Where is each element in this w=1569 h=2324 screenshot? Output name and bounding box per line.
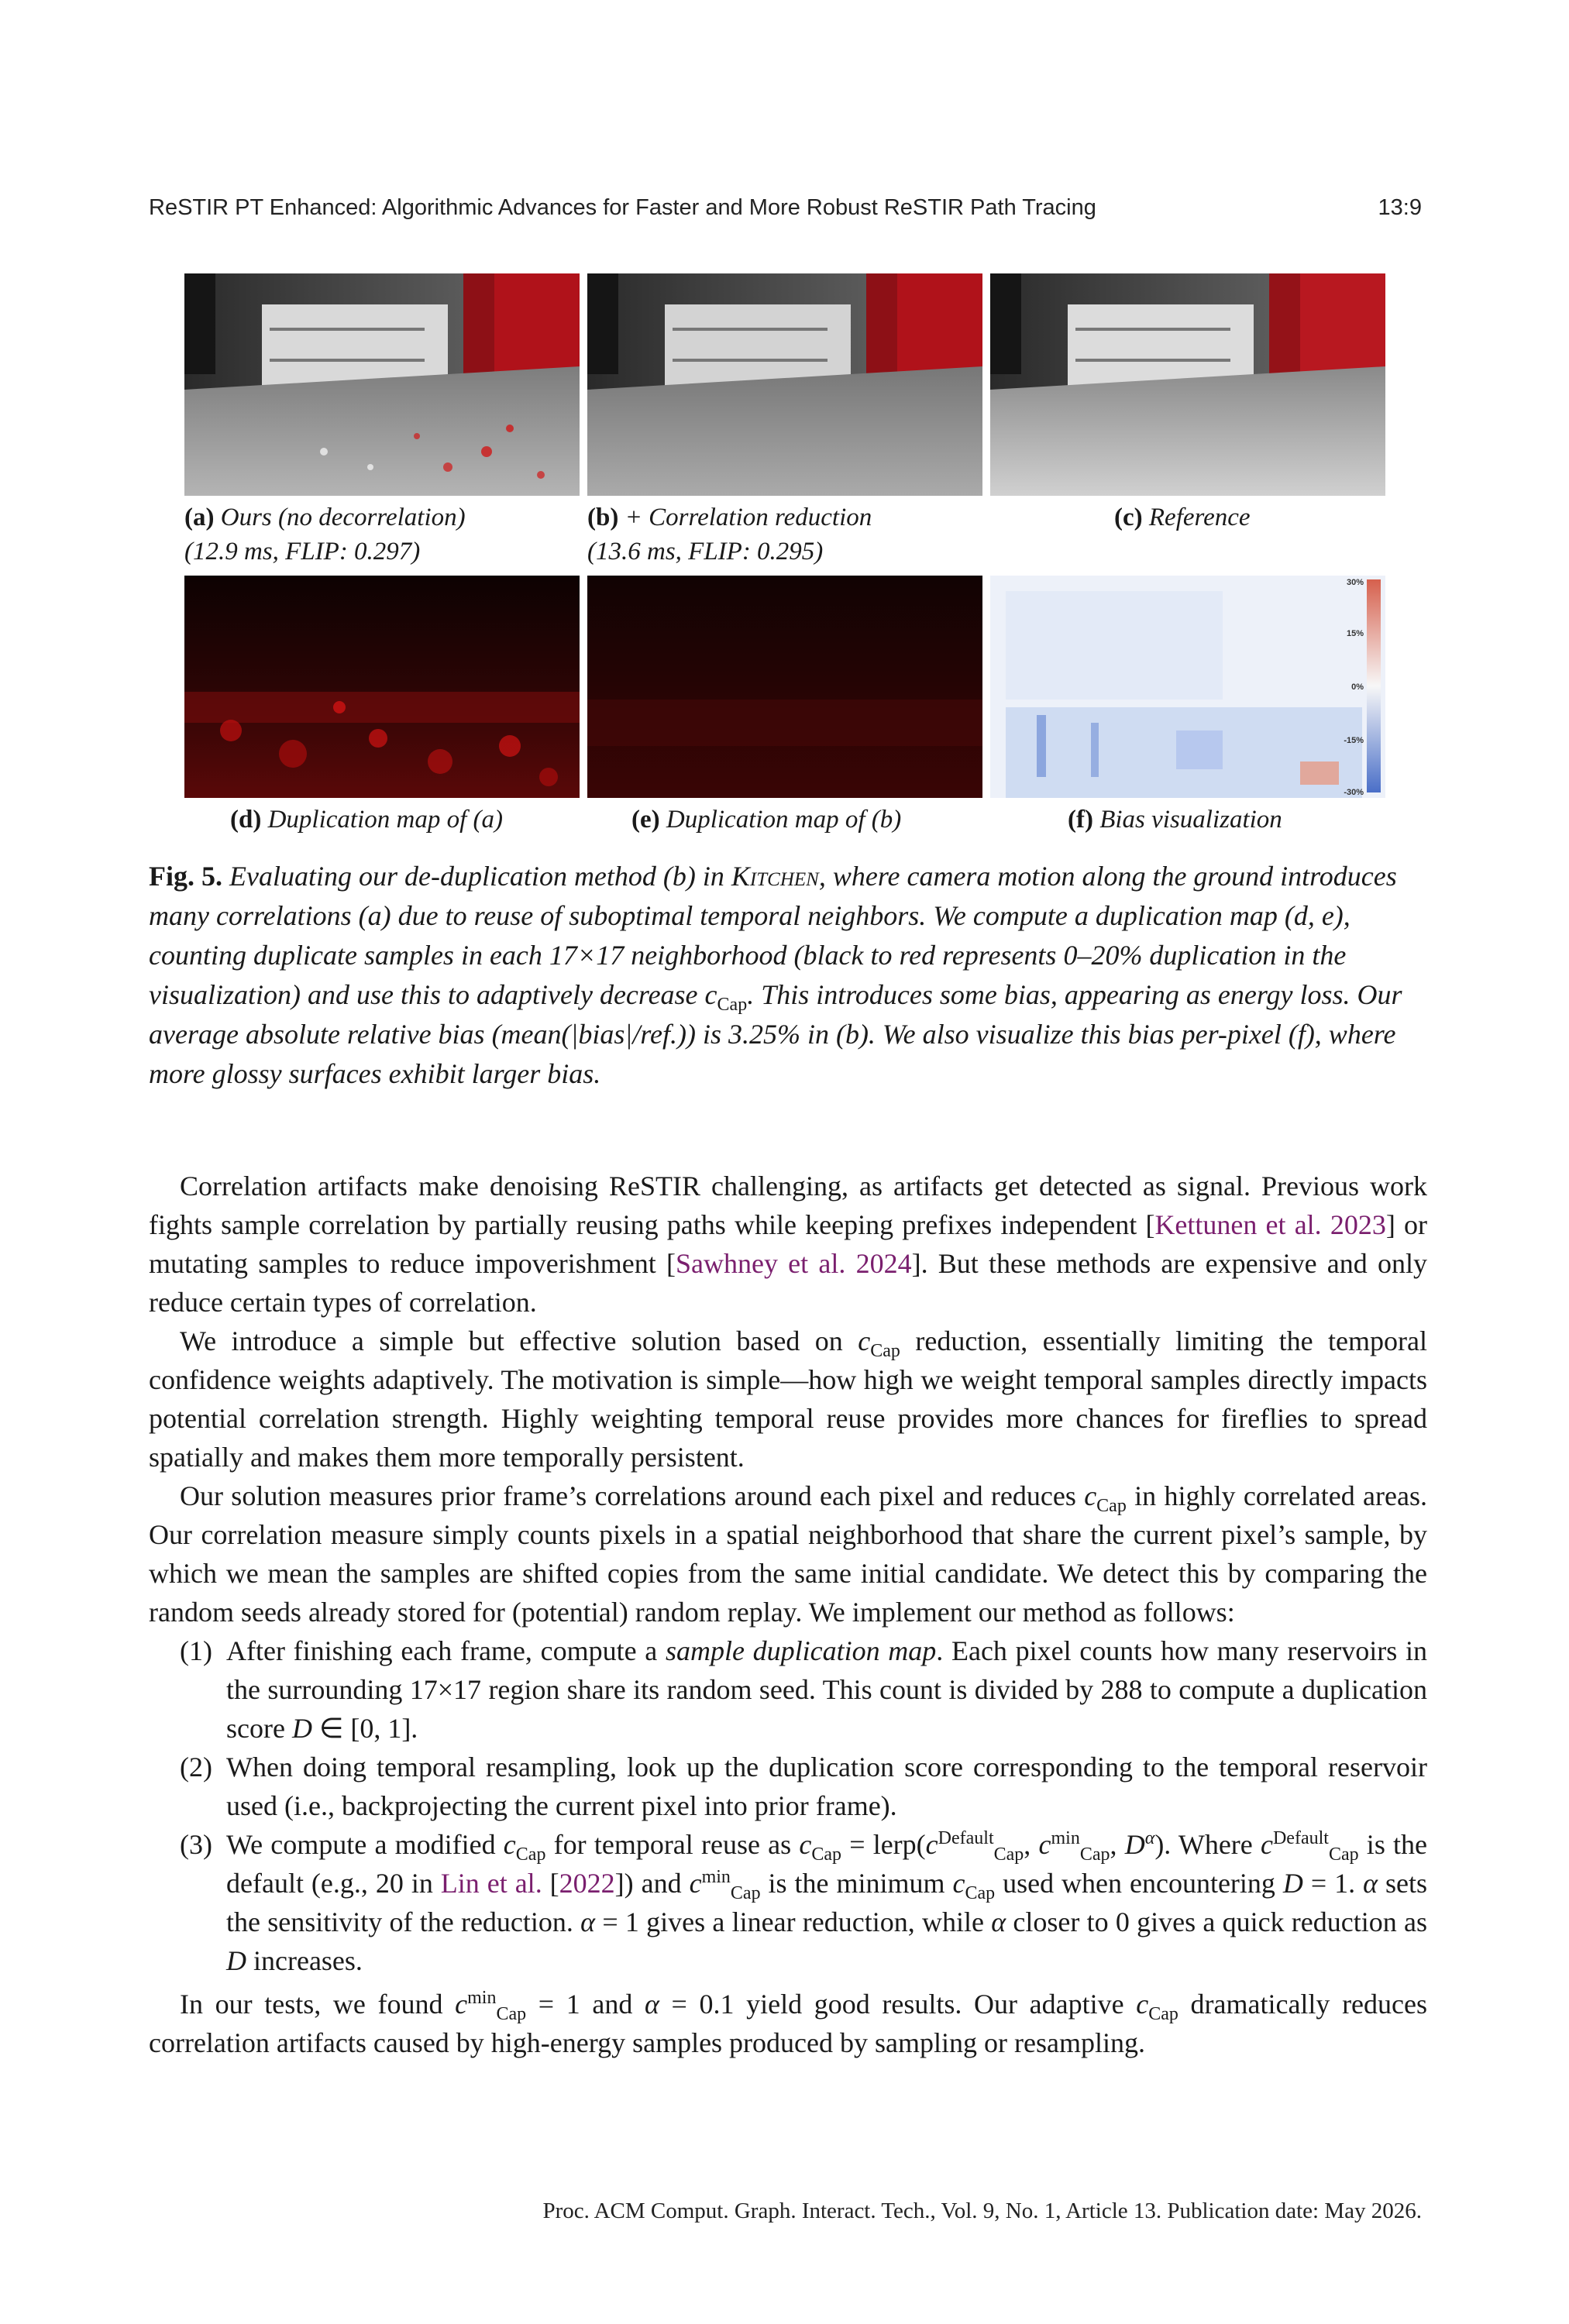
- image-b-correlation-reduction: [587, 273, 982, 496]
- subcaption-d: (d) Duplication map of (a): [230, 806, 503, 834]
- colorbar-tick: 30%: [1346, 578, 1364, 587]
- running-header-title: ReSTIR PT Enhanced: Algorithmic Advances for Faster and More Robust ReSTIR Path Tracing: [149, 195, 1096, 220]
- paragraph: In our tests, we found $c^{min}_{Cap} = 1$ and α = 0.1 yield good results. Our adaptive $c_{Cap}$ dramatically reduces correlation artifacts caused by high-energy samples produced by sampling or resampling.: [149, 1988, 1427, 2058]
- paragraph: Our solution measures prior frame’s correlations around each pixel and reduces $c_{Cap}$ in highly correlated areas. Our correlation measure simply counts pixels in a spatial neighborhood that share the current pixel’s sample, by which we mean the samples are shifted copies from the same initial candidate. We detect this by comparing the random seeds already stored for (potential) random replay. We implement our method as follows:: [149, 1480, 1427, 1628]
- subcaption-e: (e) Duplication map of (b): [631, 806, 902, 834]
- figure-caption: Fig. 5. Evaluating our de-duplication method (b) in Kitchen, where camera motion along the ground introduces many correlations (a) due to reuse of suboptimal temporal neighbors. We compute a duplication map (d, e), counting duplicate samples in each 17×17 neighborhood (black to red represents 0–20% duplication in the visualization) and use this to adaptively decrease $c_{Cap}$. This introduces some bias, appearing as energy loss. Our average absolute relative bias (mean(|bias|/ref.)) is 3.25% in (b). We also visualize this bias per-pixel (f), where more glossy surfaces exhibit larger bias.: [149, 861, 1402, 1089]
- paragraph: Correlation artifacts make denoising ReSTIR challenging, as artifacts get detected as signal. Previous work fights sample correlation by partially reusing paths while keeping prefixes independent [Kettunen et al. 2023] or mutating samples to reduce impoverishment [Sawhney et al. 2024]. But these methods are expensive and only reduce certain types of correlation.: [149, 1171, 1428, 1318]
- image-f-bias-visualization: [990, 576, 1385, 798]
- colorbar-tick: 0%: [1351, 682, 1364, 692]
- subcaption-f: (f) Bias visualization: [1068, 806, 1282, 834]
- list-item: (2) When doing temporal resampling, look up the duplication score corresponding to the temporal reservoir used (i.e., backprojecting the current pixel into prior frame).: [180, 1752, 1427, 1821]
- colorbar-tick: 15%: [1346, 629, 1364, 638]
- method-steps-list: [149, 1631, 1427, 1980]
- list-item: (3) We compute a modified $c_{Cap}$ for temporal reuse as $c_{Cap}$ = $lerp(c^{Default}_{Cap}$, $c^{min}_{Cap}$, $D^\alpha$). Where $c^{Default}_{Cap}$ is the default (e.g., 20 in Lin et al. [2022]) and $c^{min}_{Cap}$ is the minimum $c_{Cap}$ used when encountering D = 1. α sets the sensitivity of the reduction. α = 1 gives a linear reduction, while α closer to 0 gives a quick reduction as D increases.: [180, 1828, 1428, 1976]
- citation-year-link[interactable]: 2022: [559, 1868, 615, 1899]
- colorbar-tick: -15%: [1344, 736, 1364, 745]
- image-a-ours-no-decorrelation: [184, 273, 580, 496]
- list-item: (1) After finishing each frame, compute a sample duplication map. Each pixel counts how many reservoirs in the surrounding 17×17 region share its random seed. This count is divided by 288 to compute a duplication score D ∈ [0, 1].: [180, 1635, 1427, 1744]
- colorbar-tick: -30%: [1344, 788, 1364, 797]
- page-footer: Proc. ACM Comput. Graph. Interact. Tech., Vol. 9, No. 1, Article 13. Publication date: May 2026.: [542, 2199, 1422, 2223]
- subcaption-b: (b) + Correlation reduction (13.6 ms, FLIP: 0.295): [587, 504, 872, 566]
- image-c-reference: [990, 273, 1385, 496]
- citation-link[interactable]: Kettunen et al. 2023: [1154, 1209, 1386, 1240]
- citation-link[interactable]: Lin et al.: [440, 1868, 542, 1899]
- body-text: [149, 1167, 1427, 2062]
- image-e-duplication-map-b: [587, 576, 982, 798]
- paragraph: We introduce a simple but effective solution based on $c_{Cap}$ reduction, essentially limiting the temporal confidence weights adaptively. The motivation is simple—how high we weight temporal samples directly impacts potential correlation strength. Highly weighting temporal reuse provides more chances for fireflies to spread spatially and makes them more temporally persistent.: [149, 1325, 1427, 1473]
- image-d-duplication-map-a: [184, 576, 580, 798]
- subcaption-c: (c) Reference: [1114, 504, 1251, 531]
- citation-link[interactable]: Sawhney et al. 2024: [675, 1248, 912, 1279]
- subcaption-a: (a) Ours (no decorrelation) (12.9 ms, FLIP: 0.297): [184, 504, 466, 566]
- page-number: 13:9: [1378, 195, 1422, 220]
